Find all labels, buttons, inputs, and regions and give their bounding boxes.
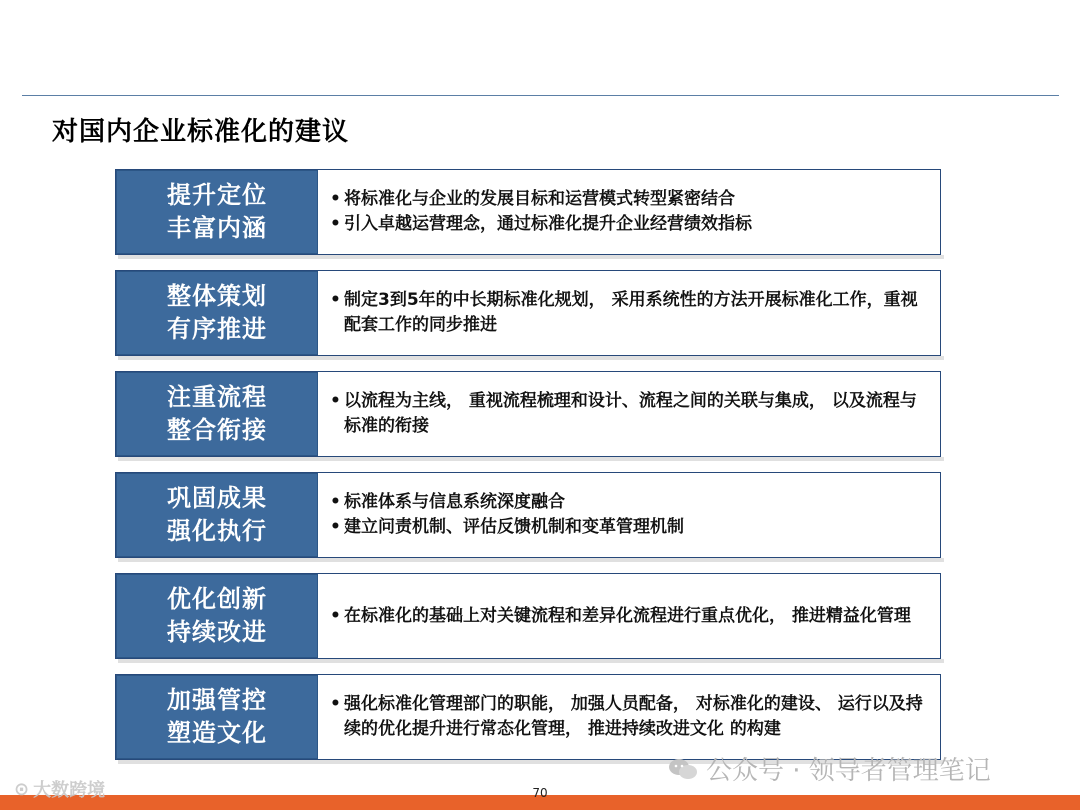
bullet-item: • 以流程为主线， 重视流程梳理和设计、流程之间的关联与集成， 以及流程与标准的衔接 — [330, 389, 930, 439]
row-label-line2: 持续改进 — [167, 618, 267, 646]
bullet-item: • 标准体系与信息系统深度融合 — [330, 490, 930, 515]
row-label — [116, 473, 318, 557]
recommendation-row — [115, 371, 941, 457]
watermark-logo — [14, 776, 105, 802]
bullet-item: • 将标准化与企业的发展目标和运营模式转型紧密结合 — [330, 187, 930, 212]
row-label-line2: 强化执行 — [167, 517, 267, 545]
recommendation-row — [115, 472, 941, 558]
row-label — [116, 372, 318, 456]
bullet-item: • 引入卓越运营理念，通过标准化提升企业经营绩效指标 — [330, 212, 930, 237]
row-label-line1: 优化创新 — [167, 585, 267, 613]
row-body — [318, 473, 940, 557]
recommendation-row — [115, 169, 941, 255]
row-label — [116, 675, 318, 759]
row-body — [318, 271, 940, 355]
bullet-item: • 强化标准化管理部门的职能， 加强人员配备， 对标准化的建设、 运行以及持续的优化提升进行常态化管理， 推进持续改进文化 的构建 — [330, 692, 930, 742]
top-divider — [22, 95, 1059, 96]
bullet-item: • 建立问责机制、评估反馈机制和变革管理机制 — [330, 515, 930, 540]
bullet-item: • 制定3到5年的中长期标准化规划， 采用系统性的方法开展标准化工作，重视配套工作的同步推进 — [330, 288, 930, 338]
row-body — [318, 574, 940, 658]
bullet-text: 建立问责机制、评估反馈机制和变革管理机制 — [344, 517, 684, 537]
row-label-line2: 塑造文化 — [167, 719, 267, 747]
row-label-line1: 加强管控 — [167, 686, 267, 714]
row-label-line1: 注重流程 — [167, 383, 267, 411]
row-label-line1: 提升定位 — [167, 181, 267, 209]
bullet-text: 引入卓越运营理念，通过标准化提升企业经营绩效指标 — [344, 214, 752, 234]
bullet-text: 标准体系与信息系统深度融合 — [344, 492, 565, 512]
bullet-text: 在标准化的基础上对关键流程和差异化流程进行重点优化， 推进精益化管理 — [344, 605, 911, 626]
logo-icon: ⊙ — [14, 778, 30, 800]
bullet-text: 将标准化与企业的发展目标和运营模式转型紧密结合 — [344, 189, 735, 209]
recommendation-list — [115, 169, 941, 775]
recommendation-row — [115, 674, 941, 760]
wechat-icon — [668, 757, 698, 781]
row-body — [318, 675, 940, 759]
page-title: 对国内企业标准化的建议 — [52, 117, 350, 147]
watermark-wechat — [668, 750, 991, 787]
page-number: 70 — [532, 786, 548, 800]
row-label-line1: 巩固成果 — [167, 484, 267, 512]
row-body — [318, 372, 940, 456]
bullet-text: 以流程为主线， 重视流程梳理和设计、流程之间的关联与集成， 以及流程与标准的衔接 — [344, 391, 917, 436]
watermark-left-text: 大数跨境 — [33, 780, 106, 801]
recommendation-row — [115, 573, 941, 659]
bullet-text: 强化标准化管理部门的职能， 加强人员配备， 对标准化的建设、 运行以及持续的优化提升进行常态化管理， 推进持续改进文化 的构建 — [344, 694, 923, 739]
row-body — [318, 170, 940, 254]
row-label — [116, 574, 318, 658]
bullet-text: 制定3到5年的中长期标准化规划， 采用系统性的方法开展标准化工作，重视配套工作的同步推进 — [344, 290, 918, 335]
watermark-right-text: 公众号 · 领导者管理笔记 — [706, 756, 991, 786]
recommendation-row — [115, 270, 941, 356]
row-label-line2: 丰富内涵 — [167, 214, 267, 242]
row-label — [116, 170, 318, 254]
bullet-item: • 在标准化的基础上对关键流程和差异化流程进行重点优化， 推进精益化管理 — [330, 604, 930, 629]
row-label-line2: 有序推进 — [167, 315, 267, 343]
row-label-line2: 整合衔接 — [167, 416, 267, 444]
row-label — [116, 271, 318, 355]
row-label-line1: 整体策划 — [167, 282, 267, 310]
